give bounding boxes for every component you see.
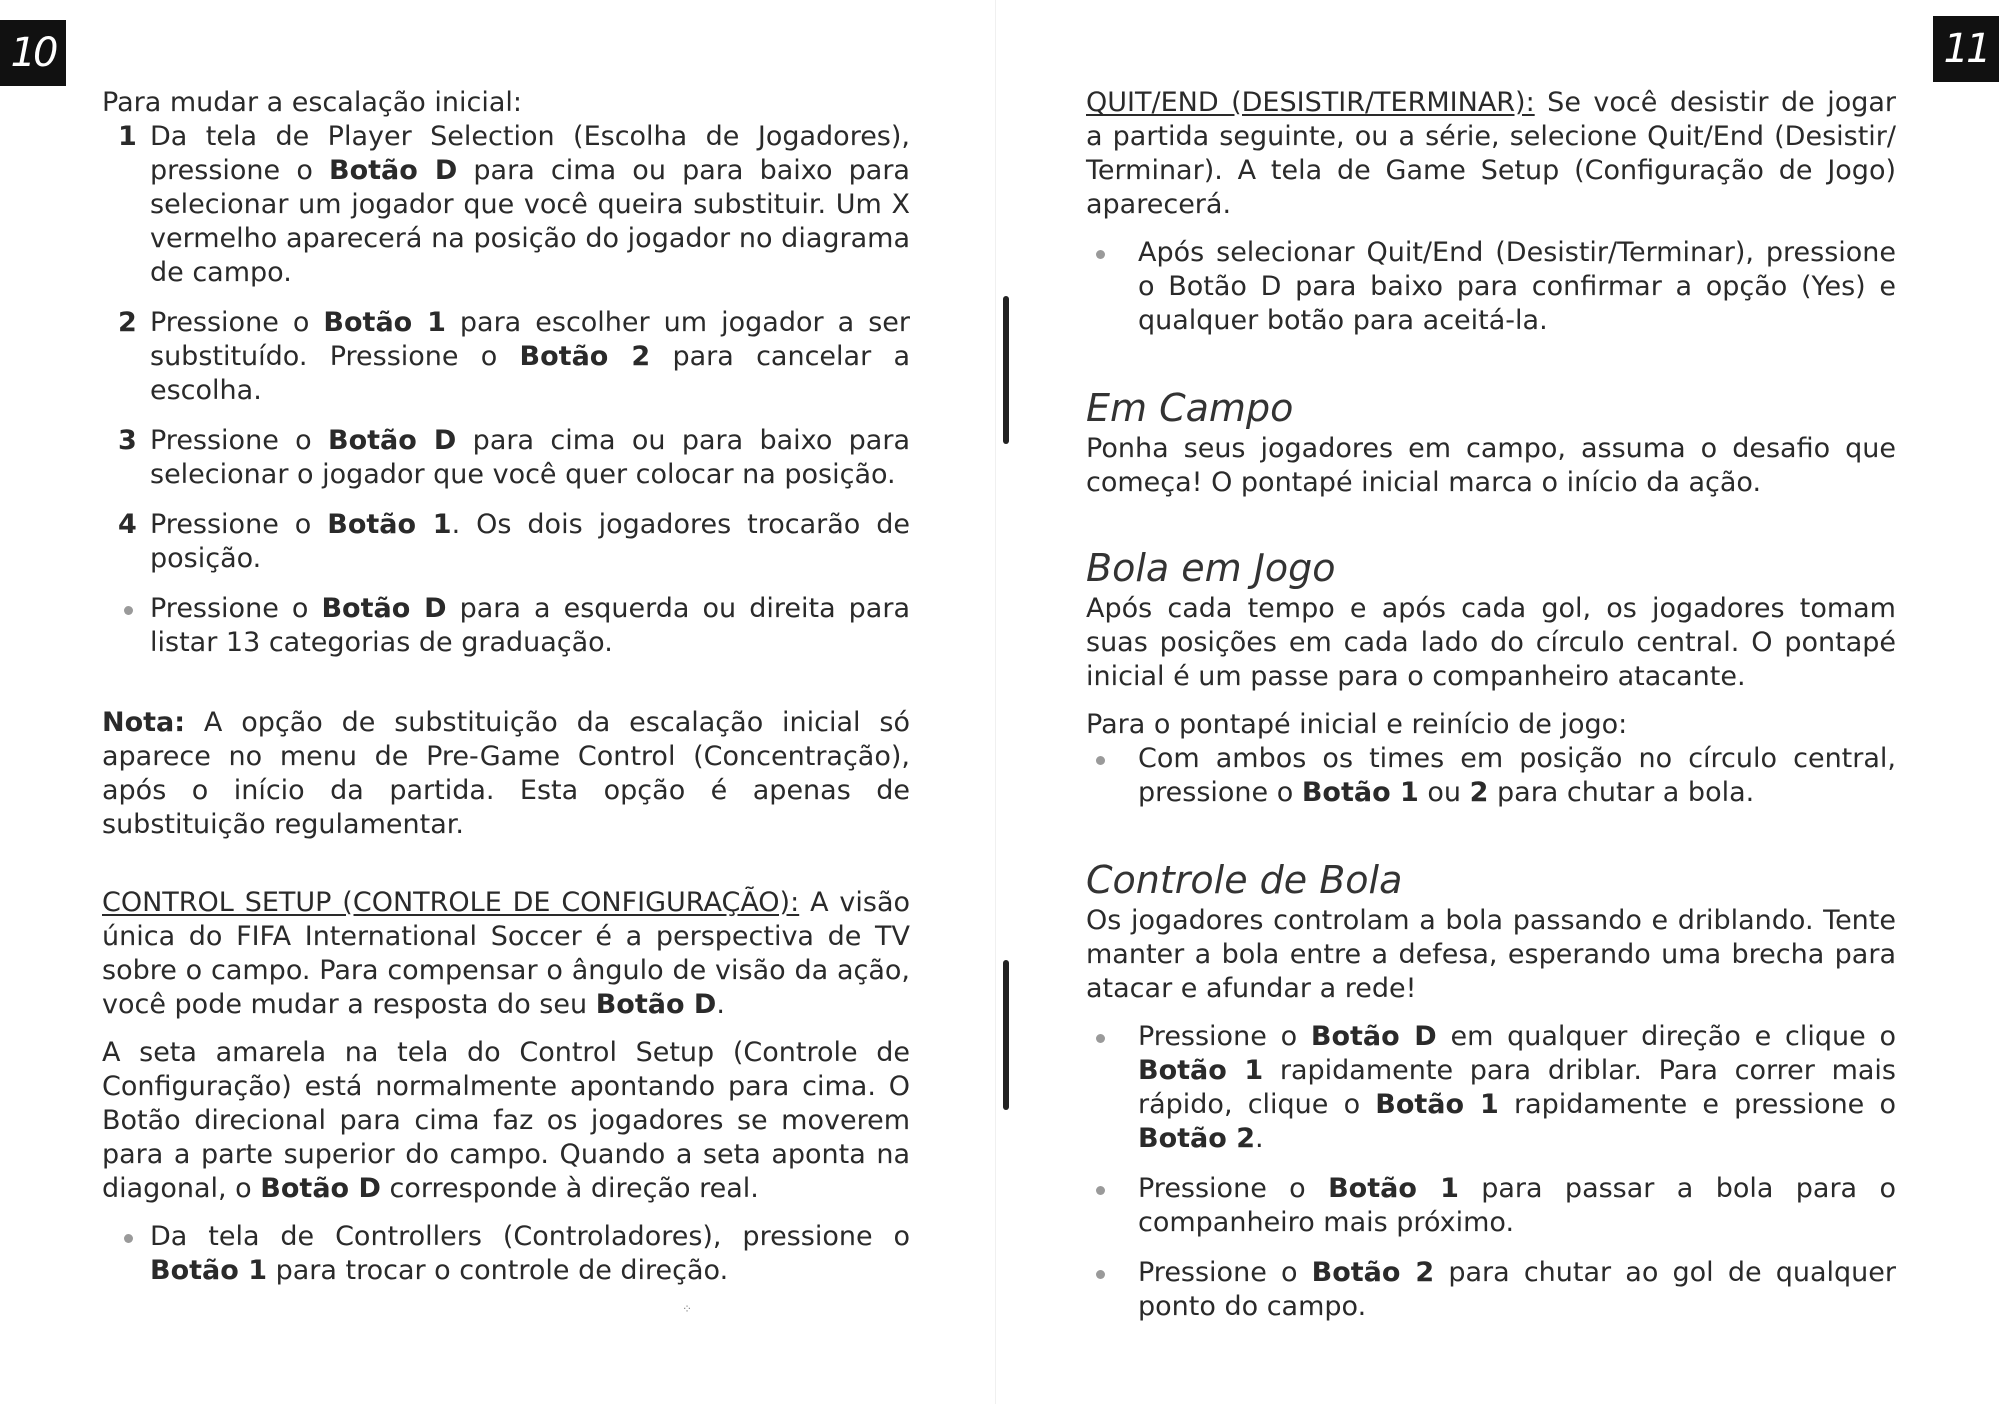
quit-end-text: Se você desistir de jogar a partida seguinte, ou a série, selecione Quit/End (Desistir/ Terminar). A tela de Game Setup (Configuração de Jogo) aparecerá. bbox=[1086, 87, 1897, 220]
step-text: Pressione o bbox=[150, 509, 328, 540]
arrow-paragraph bbox=[102, 1036, 910, 1206]
bullet-text: ou bbox=[1418, 777, 1470, 808]
bullet-item bbox=[1086, 1256, 1896, 1324]
bullet-text: Pressione o bbox=[1138, 1257, 1312, 1288]
step-text: para cima ou para baixo para selecionar o jogador que você quer colocar na posição. bbox=[150, 425, 910, 490]
bullet-list bbox=[1086, 236, 1896, 338]
step-bold: Botão 1 bbox=[323, 307, 446, 338]
steps-list bbox=[102, 120, 910, 576]
control-setup-paragraph bbox=[102, 886, 910, 1022]
bullet-bold: Botão 2 bbox=[1311, 1257, 1435, 1288]
right-column bbox=[1086, 86, 1896, 1340]
bullet-bold: Botão 1 bbox=[1138, 1055, 1264, 1086]
right-page bbox=[1000, 0, 1999, 1404]
step-number: 4 bbox=[118, 509, 137, 540]
bullet-item bbox=[1086, 1020, 1896, 1156]
control-setup-heading: CONTROL SETUP (CONTROLE DE CONFIGURAÇÃO): bbox=[102, 887, 800, 918]
bullet-bold: Botão 1 bbox=[150, 1255, 267, 1286]
section-title-bola-em-jogo: Bola em Jogo bbox=[1086, 546, 1336, 590]
quit-end-heading: QUIT/END (DESISTIR/TERMINAR): bbox=[1086, 87, 1535, 118]
step-bold: Botão 2 bbox=[519, 341, 651, 372]
bullet-list bbox=[102, 1220, 910, 1288]
bullet-text: para a esquerda ou direita para listar 13 categorias de graduação. bbox=[150, 593, 911, 658]
controle-de-bola-text: Os jogadores controlam a bola passando e driblando. Tente manter a bola entre a defesa, esperando uma brecha para atacar e afundar a rede! bbox=[1086, 905, 1896, 1004]
left-column bbox=[102, 86, 910, 1304]
bullet-text: rapidamente e pressione o bbox=[1498, 1089, 1896, 1120]
step-item bbox=[102, 120, 910, 290]
control-setup-text: . bbox=[716, 989, 725, 1020]
step-text: para cima ou para baixo para selecionar um jogador que você queira substituir. Um X vermelho aparecerá na posição do jogador no diagrama de campo. bbox=[150, 155, 910, 288]
step-number: 3 bbox=[118, 425, 137, 456]
bullet-text: . bbox=[1255, 1123, 1264, 1154]
print-speck: ⁘ bbox=[682, 1302, 693, 1316]
bullet-item bbox=[1086, 1172, 1896, 1240]
note-paragraph bbox=[102, 706, 910, 842]
step-item bbox=[102, 508, 910, 576]
step-number: 2 bbox=[118, 307, 137, 338]
step-text: Da tela de Player Selection (Escolha de Jogadores), pressione o bbox=[150, 121, 910, 186]
bullet-item bbox=[102, 1220, 910, 1288]
bullet-text: Pressione o bbox=[1138, 1021, 1311, 1052]
bullet-bold: Botão 2 bbox=[1138, 1123, 1255, 1154]
section-title-controle-de-bola: Controle de Bola bbox=[1086, 858, 1403, 902]
step-item bbox=[102, 424, 910, 492]
left-page bbox=[0, 0, 990, 1404]
bullet-list bbox=[1086, 1020, 1896, 1324]
arrow-text: A seta amarela na tela do Control Setup (Controle de Configuração) está normalmente apontando para cima. O Botão direcional para cima faz os jogadores se moverem para a parte superior do campo. Quando a seta aponta na diagonal, o bbox=[102, 1037, 910, 1204]
note-label: Nota: bbox=[102, 707, 186, 738]
intro-text: Para mudar a escalação inicial: bbox=[102, 87, 522, 118]
bullet-item bbox=[102, 592, 910, 660]
bola-em-jogo-text: Após cada tempo e após cada gol, os jogadores tomam suas posições em cada lado do círculo central. O pontapé inicial é um passe para o companheiro atacante. bbox=[1086, 593, 1896, 692]
bullet-text: rapidamente para driblar. Para correr mais rápido, clique o bbox=[1138, 1055, 1896, 1120]
bullet-bold: Botão 1 bbox=[1328, 1173, 1459, 1204]
control-setup-text: A visão única do FIFA International Soccer é a perspectiva de TV sobre o campo. Para compensar o ângulo de visão da ação, você pode mudar a resposta do seu bbox=[102, 887, 911, 1020]
step-number: 1 bbox=[118, 121, 137, 152]
step-text: . Os dois jogadores trocarão de posição. bbox=[150, 509, 910, 574]
bullet-bold: 2 bbox=[1469, 777, 1489, 808]
arrow-bold: Botão D bbox=[260, 1173, 381, 1204]
bullet-text: para trocar o controle de direção. bbox=[267, 1255, 729, 1286]
step-item bbox=[102, 306, 910, 408]
quit-end-paragraph bbox=[1086, 86, 1896, 222]
step-text: Pressione o bbox=[150, 307, 324, 338]
bullet-bold: Botão D bbox=[321, 593, 447, 624]
bullet-text: para chutar ao gol de qualquer ponto do campo. bbox=[1138, 1257, 1896, 1322]
section-title-em-campo: Em Campo bbox=[1086, 386, 1294, 430]
bullet-text: para passar a bola para o companheiro mais próximo. bbox=[1138, 1173, 1896, 1238]
em-campo-text: Ponha seus jogadores em campo, assuma o desafio que começa! O pontapé inicial marca o início da ação. bbox=[1086, 433, 1896, 498]
page-fold bbox=[995, 0, 996, 1404]
bullet-text: em qualquer direção e clique o bbox=[1436, 1021, 1896, 1052]
bullet-bold: Botão D bbox=[1310, 1021, 1437, 1052]
bullet-list bbox=[102, 592, 910, 660]
step-bold: Botão 1 bbox=[327, 509, 452, 540]
bullet-text: Com ambos os times em posição no círculo central, pressione o bbox=[1138, 743, 1896, 808]
step-text: para escolher um jogador a ser substituído. Pressione o bbox=[150, 307, 910, 372]
note-text: A opção de substituição da escalação inicial só aparece no menu de Pre-Game Control (Concentração), após o início da partida. Esta opção é apenas de substituição regulamentar. bbox=[102, 707, 910, 840]
bullet-bold: Botão 1 bbox=[1375, 1089, 1499, 1120]
bullet-item: Após selecionar Quit/End (Desistir/Terminar), pressione o Botão D para baixo para confirmar a opção (Yes) e qualquer botão para aceitá-la. bbox=[1086, 236, 1896, 338]
bullet-text: para chutar a bola. bbox=[1488, 777, 1755, 808]
bullet-text: Da tela de Controllers (Controladores), pressione o bbox=[150, 1221, 910, 1252]
arrow-text: corresponde à direção real. bbox=[380, 1173, 759, 1204]
bullet-bold: Botão 1 bbox=[1301, 777, 1419, 808]
control-setup-bold: Botão D bbox=[595, 989, 717, 1020]
step-text: Pressione o bbox=[150, 425, 328, 456]
step-bold: Botão D bbox=[329, 155, 458, 186]
bullet-text: Pressione o bbox=[150, 593, 322, 624]
bullet-item bbox=[1086, 742, 1896, 810]
page-number-left: 10 bbox=[0, 20, 66, 86]
bullet-list bbox=[1086, 742, 1896, 810]
kick-intro: Para o pontapé inicial e reinício de jogo: bbox=[1086, 709, 1628, 740]
step-text: para cancelar a escolha. bbox=[150, 341, 910, 406]
step-bold: Botão D bbox=[327, 425, 457, 456]
bullet-text: Pressione o bbox=[1138, 1173, 1329, 1204]
page-number-right: 11 bbox=[1933, 16, 1999, 82]
